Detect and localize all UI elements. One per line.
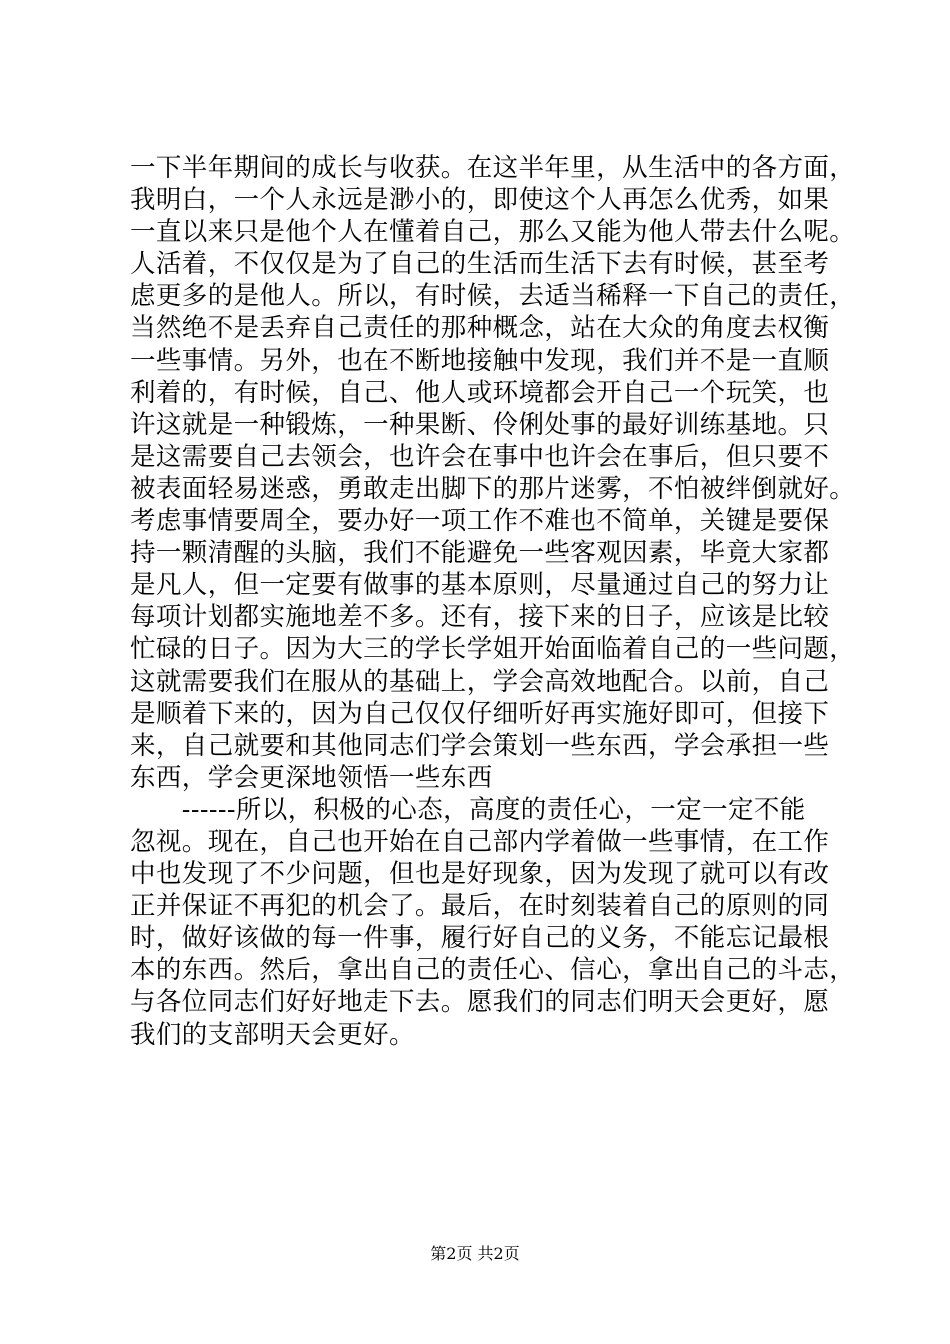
text-line: 是顺着下来的，因为自己仅仅仔细听好再实施好即可，但接下 bbox=[130, 698, 830, 729]
text-line: 来，自己就要和其他同志们学会策划一些东西，学会承担一些 bbox=[130, 730, 830, 761]
text-line: 我们的支部明天会更好。 bbox=[130, 1019, 415, 1050]
text-line: 中也发现了不少问题，但也是好现象，因为发现了就可以有改 bbox=[130, 859, 830, 890]
text-line: 是这需要自己去领会，也许会在事中也许会在事后，但只要不 bbox=[130, 441, 830, 472]
text-line: 考虑事情要周全，要办好一项工作不难也不简单，关键是要保 bbox=[130, 506, 830, 537]
text-line: 是凡人，但一定要有做事的基本原则，尽量通过自己的努力让 bbox=[130, 570, 830, 601]
text-line: 利着的，有时候，自己、他人或环境都会开自己一个玩笑，也 bbox=[130, 377, 830, 408]
text-line: 这就需要我们在服从的基础上，学会高效地配合。以前，自己 bbox=[130, 666, 830, 697]
text-line: 东西，学会更深地领悟一些东西 bbox=[130, 762, 493, 793]
text-line: 一些事情。另外，也在不断地接触中发现，我们并不是一直顺 bbox=[130, 345, 830, 376]
text-line: 每项计划都实施地差不多。还有，接下来的日子，应该是比较 bbox=[130, 602, 830, 633]
text-line: 当然绝不是丢弃自己责任的那种概念，站在大众的角度去权衡 bbox=[130, 313, 830, 344]
text-line: 人活着，不仅仅是为了自己的生活而生活下去有时候，甚至考 bbox=[130, 249, 830, 280]
text-line: ------所以，积极的心态，高度的责任心，一定一定不能 bbox=[130, 794, 806, 825]
text-line: 许这就是一种锻炼，一种果断、伶俐处事的最好训练基地。只 bbox=[130, 409, 830, 440]
text-line: 持一颗清醒的头脑，我们不能避免一些客观因素，毕竟大家都 bbox=[130, 538, 830, 569]
text-line: 虑更多的是他人。所以，有时候，去适当稀释一下自己的责任， bbox=[130, 281, 856, 312]
text-line: 一下半年期间的成长与收获。在这半年里，从生活中的各方面， bbox=[130, 153, 856, 183]
text-line: 一直以来只是他个人在懂着自己，那么又能为他人带去什么呢。 bbox=[130, 217, 856, 248]
text-line: 被表面轻易迷惑，勇敢走出脚下的那片迷雾，不怕被绊倒就好。 bbox=[130, 473, 856, 504]
text-line: 时，做好该做的每一件事，履行好自己的义务，不能忘记最根 bbox=[130, 923, 830, 954]
page-number-footer: 第2页 共2页 bbox=[430, 1244, 520, 1263]
text-line: 忽视。现在，自己也开始在自己部内学着做一些事情，在工作 bbox=[130, 826, 830, 857]
text-line: 我明白，一个人永远是渺小的，即使这个人再怎么优秀，如果 bbox=[130, 185, 830, 216]
text-line: 本的东西。然后，拿出自己的责任心、信心，拿出自己的斗志， bbox=[130, 955, 856, 986]
text-line: 正并保证不再犯的机会了。最后，在时刻装着自己的原则的同 bbox=[130, 891, 830, 922]
body-text bbox=[130, 152, 856, 1051]
text-line: 与各位同志们好好地走下去。愿我们的同志们明天会更好，愿 bbox=[130, 987, 830, 1018]
text-line: 忙碌的日子。因为大三的学长学姐开始面临着自己的一些问题， bbox=[130, 634, 856, 665]
